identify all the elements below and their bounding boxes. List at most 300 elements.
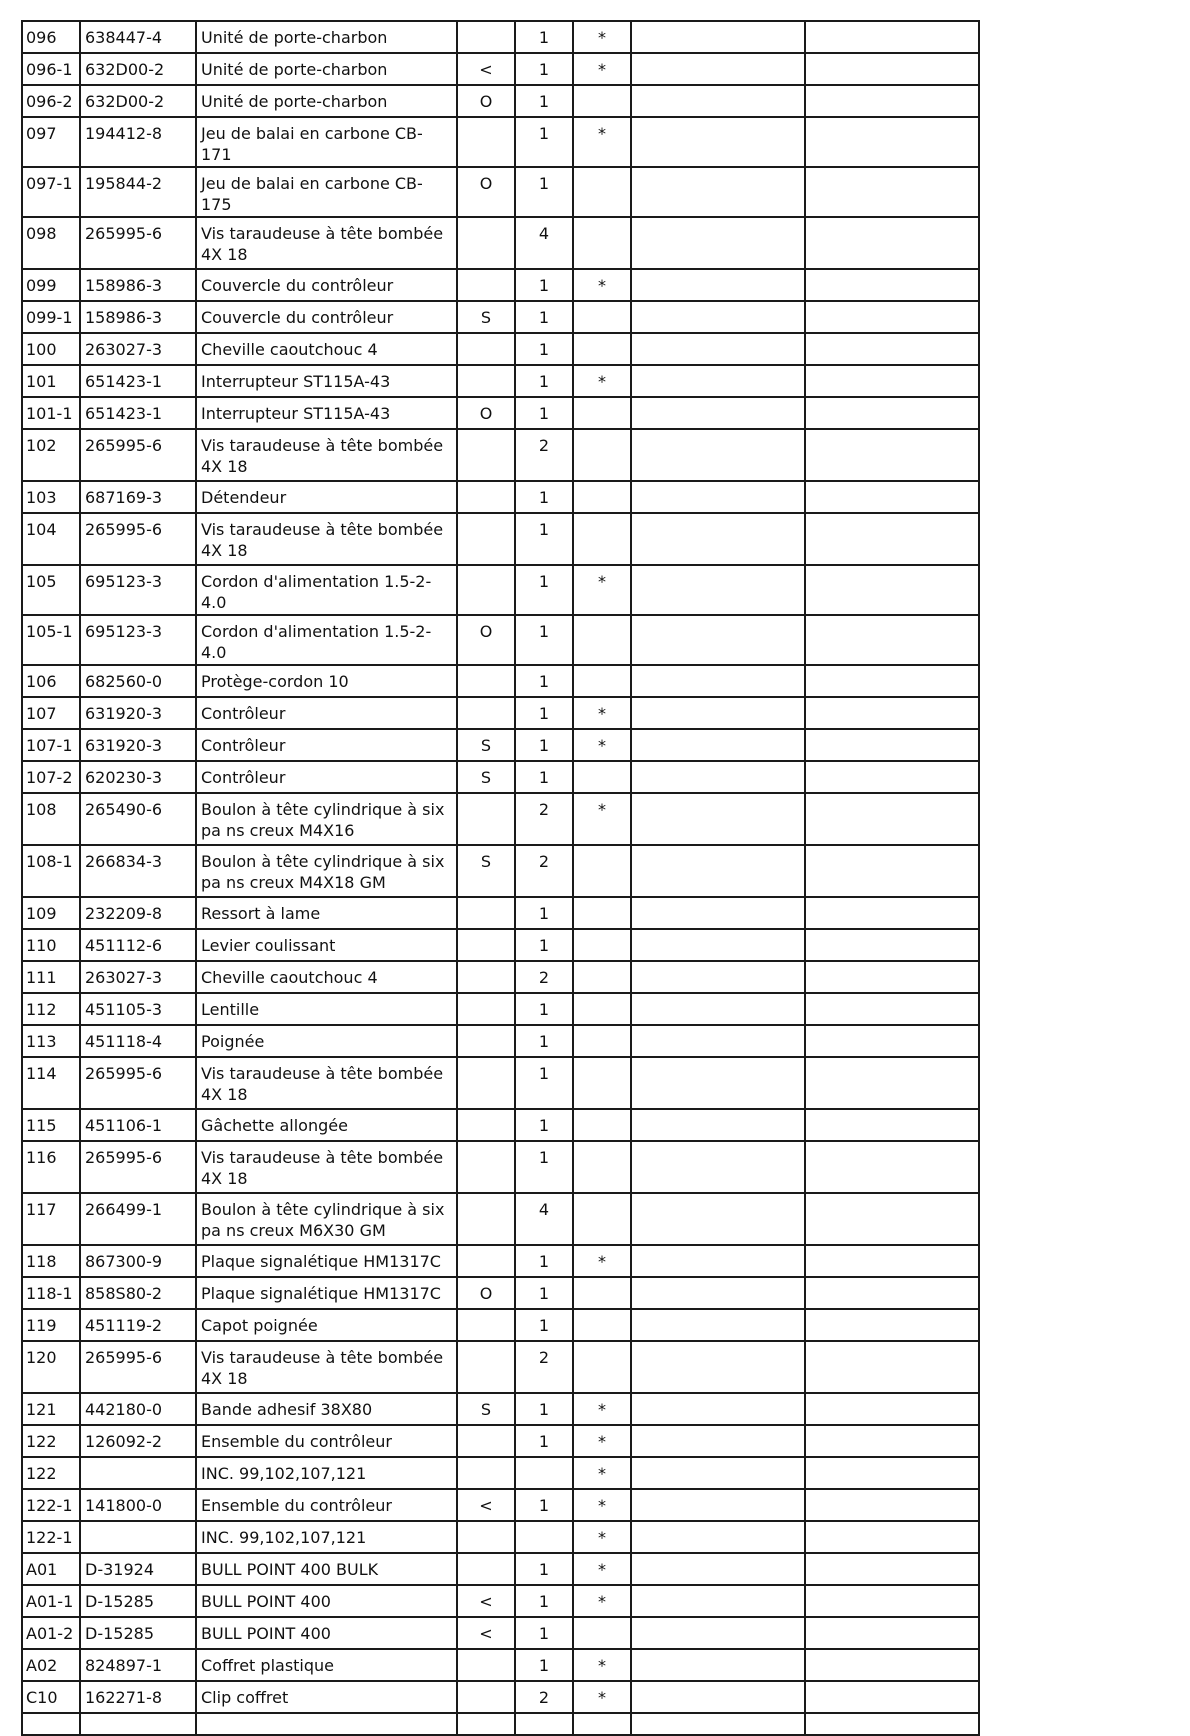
blank-cell — [631, 167, 805, 217]
part-number-cell: 651423-1 — [80, 397, 196, 429]
asterisk-cell — [573, 929, 631, 961]
quantity-cell: 1 — [515, 1585, 573, 1617]
blank-cell — [631, 1457, 805, 1489]
asterisk-cell: * — [573, 53, 631, 85]
description-cell: BULL POINT 400 — [196, 1617, 457, 1649]
marker-cell — [457, 1141, 515, 1193]
quantity-cell: 2 — [515, 845, 573, 897]
quantity-cell: 1 — [515, 1649, 573, 1681]
part-number-cell: 631920-3 — [80, 697, 196, 729]
quantity-cell: 1 — [515, 665, 573, 697]
asterisk-cell: * — [573, 1393, 631, 1425]
quantity-cell: 1 — [515, 929, 573, 961]
item-number-cell: A02 — [22, 1649, 80, 1681]
part-number-cell: 158986-3 — [80, 269, 196, 301]
marker-cell — [457, 697, 515, 729]
item-number-cell: 106 — [22, 665, 80, 697]
table-row — [22, 513, 979, 565]
blank-cell — [631, 1245, 805, 1277]
blank-cell — [631, 1057, 805, 1109]
table-row — [22, 1617, 979, 1649]
description-cell: Détendeur — [196, 481, 457, 513]
part-number-cell — [80, 1457, 196, 1489]
marker-cell — [457, 1649, 515, 1681]
description-cell: Cordon d'alimentation 1.5-2-4.0 — [196, 615, 457, 665]
description-cell: BULL POINT 400 BULK — [196, 1553, 457, 1585]
part-number-cell: 266834-3 — [80, 845, 196, 897]
blank-cell — [631, 1309, 805, 1341]
blank-cell — [631, 269, 805, 301]
marker-cell — [457, 1109, 515, 1141]
blank-cell — [805, 1521, 979, 1553]
quantity-cell: 1 — [515, 1425, 573, 1457]
quantity-cell: 1 — [515, 117, 573, 167]
blank-cell — [805, 729, 979, 761]
table-row-continuation — [22, 1713, 979, 1735]
blank-cell — [631, 513, 805, 565]
quantity-cell: 1 — [515, 1057, 573, 1109]
blank-cell — [631, 1141, 805, 1193]
blank-cell — [196, 1713, 457, 1735]
marker-cell — [457, 1457, 515, 1489]
description-cell: Capot poignée — [196, 1309, 457, 1341]
description-cell: Cheville caoutchouc 4 — [196, 961, 457, 993]
part-number-cell: 824897-1 — [80, 1649, 196, 1681]
blank-cell — [805, 301, 979, 333]
table-row — [22, 217, 979, 269]
item-number-cell: 097-1 — [22, 167, 80, 217]
quantity-cell: 1 — [515, 301, 573, 333]
marker-cell — [457, 217, 515, 269]
item-number-cell: 118-1 — [22, 1277, 80, 1309]
asterisk-cell — [573, 1617, 631, 1649]
blank-cell — [805, 961, 979, 993]
asterisk-cell — [573, 1309, 631, 1341]
description-cell: Cheville caoutchouc 4 — [196, 333, 457, 365]
blank-cell — [631, 85, 805, 117]
item-number-cell: 105 — [22, 565, 80, 615]
part-number-cell: 162271-8 — [80, 1681, 196, 1713]
part-number-cell: 858S80-2 — [80, 1277, 196, 1309]
blank-cell — [631, 217, 805, 269]
item-number-cell: 104 — [22, 513, 80, 565]
blank-cell — [805, 481, 979, 513]
quantity-cell: 1 — [515, 167, 573, 217]
part-number-cell: 695123-3 — [80, 565, 196, 615]
item-number-cell: 102 — [22, 429, 80, 481]
description-cell: Clip coffret — [196, 1681, 457, 1713]
parts-table-body — [22, 21, 979, 1735]
description-cell: Unité de porte-charbon — [196, 53, 457, 85]
blank-cell — [805, 397, 979, 429]
blank-cell — [631, 1681, 805, 1713]
table-row — [22, 1553, 979, 1585]
description-cell: Plaque signalétique HM1317C — [196, 1277, 457, 1309]
item-number-cell: 109 — [22, 897, 80, 929]
table-row — [22, 1245, 979, 1277]
asterisk-cell: * — [573, 1553, 631, 1585]
description-cell: Bande adhesif 38X80 — [196, 1393, 457, 1425]
table-row — [22, 1681, 979, 1713]
blank-cell — [631, 665, 805, 697]
quantity-cell: 1 — [515, 697, 573, 729]
part-number-cell: 451106-1 — [80, 1109, 196, 1141]
table-row — [22, 1193, 979, 1245]
quantity-cell: 1 — [515, 993, 573, 1025]
part-number-cell: 265995-6 — [80, 513, 196, 565]
marker-cell: S — [457, 301, 515, 333]
item-number-cell: 122 — [22, 1425, 80, 1457]
blank-cell — [631, 117, 805, 167]
part-number-cell: 195844-2 — [80, 167, 196, 217]
blank-cell — [805, 117, 979, 167]
description-cell: Ressort à lame — [196, 897, 457, 929]
blank-cell — [631, 845, 805, 897]
part-number-cell: 141800-0 — [80, 1489, 196, 1521]
blank-cell — [631, 761, 805, 793]
asterisk-cell: * — [573, 1649, 631, 1681]
asterisk-cell — [573, 1277, 631, 1309]
asterisk-cell — [573, 85, 631, 117]
table-row — [22, 53, 979, 85]
marker-cell: O — [457, 85, 515, 117]
blank-cell — [805, 85, 979, 117]
asterisk-cell — [573, 761, 631, 793]
asterisk-cell: * — [573, 365, 631, 397]
blank-cell — [805, 1649, 979, 1681]
description-cell: Jeu de balai en carbone CB-171 — [196, 117, 457, 167]
blank-cell — [631, 1341, 805, 1393]
marker-cell: O — [457, 615, 515, 665]
asterisk-cell — [573, 897, 631, 929]
item-number-cell: 116 — [22, 1141, 80, 1193]
marker-cell — [457, 1425, 515, 1457]
blank-cell — [805, 615, 979, 665]
table-row — [22, 929, 979, 961]
item-number-cell: 122-1 — [22, 1521, 80, 1553]
quantity-cell: 1 — [515, 729, 573, 761]
description-cell: Interrupteur ST115A-43 — [196, 365, 457, 397]
item-number-cell: 114 — [22, 1057, 80, 1109]
quantity-cell: 2 — [515, 793, 573, 845]
marker-cell: O — [457, 167, 515, 217]
marker-cell — [457, 365, 515, 397]
description-cell: Boulon à tête cylindrique à six pa ns creux M6X30 GM — [196, 1193, 457, 1245]
item-number-cell: 100 — [22, 333, 80, 365]
asterisk-cell: * — [573, 269, 631, 301]
blank-cell — [805, 1245, 979, 1277]
marker-cell: S — [457, 761, 515, 793]
blank-cell — [805, 1393, 979, 1425]
marker-cell — [457, 513, 515, 565]
quantity-cell: 1 — [515, 1025, 573, 1057]
item-number-cell: 112 — [22, 993, 80, 1025]
table-row — [22, 1141, 979, 1193]
description-cell: Couvercle du contrôleur — [196, 269, 457, 301]
marker-cell: < — [457, 1617, 515, 1649]
asterisk-cell: * — [573, 793, 631, 845]
part-number-cell: 265995-6 — [80, 1141, 196, 1193]
asterisk-cell — [573, 615, 631, 665]
marker-cell: < — [457, 1585, 515, 1617]
quantity-cell: 1 — [515, 1245, 573, 1277]
part-number-cell: 632D00-2 — [80, 85, 196, 117]
item-number-cell: 096-2 — [22, 85, 80, 117]
blank-cell — [805, 269, 979, 301]
part-number-cell: 451119-2 — [80, 1309, 196, 1341]
marker-cell: S — [457, 1393, 515, 1425]
marker-cell — [457, 1193, 515, 1245]
table-row — [22, 1425, 979, 1457]
blank-cell — [631, 1393, 805, 1425]
marker-cell — [457, 333, 515, 365]
quantity-cell: 2 — [515, 1681, 573, 1713]
blank-cell — [805, 993, 979, 1025]
marker-cell: O — [457, 1277, 515, 1309]
table-row — [22, 961, 979, 993]
part-number-cell: 638447-4 — [80, 21, 196, 53]
description-cell: Vis taraudeuse à tête bombée 4X 18 — [196, 513, 457, 565]
item-number-cell: 101-1 — [22, 397, 80, 429]
table-row — [22, 85, 979, 117]
quantity-cell: 1 — [515, 333, 573, 365]
table-row — [22, 1585, 979, 1617]
quantity-cell: 1 — [515, 1277, 573, 1309]
blank-cell — [805, 167, 979, 217]
marker-cell — [457, 269, 515, 301]
blank-cell — [805, 1425, 979, 1457]
part-number-cell: 695123-3 — [80, 615, 196, 665]
blank-cell — [631, 53, 805, 85]
part-number-cell: 687169-3 — [80, 481, 196, 513]
table-row — [22, 365, 979, 397]
marker-cell: S — [457, 845, 515, 897]
asterisk-cell — [573, 1057, 631, 1109]
part-number-cell: 451118-4 — [80, 1025, 196, 1057]
blank-cell — [631, 1649, 805, 1681]
blank-cell — [805, 1141, 979, 1193]
quantity-cell: 1 — [515, 1109, 573, 1141]
marker-cell — [457, 565, 515, 615]
item-number-cell: 113 — [22, 1025, 80, 1057]
description-cell: INC. 99,102,107,121 — [196, 1457, 457, 1489]
table-row — [22, 665, 979, 697]
marker-cell — [457, 1521, 515, 1553]
table-row — [22, 1057, 979, 1109]
quantity-cell: 2 — [515, 429, 573, 481]
asterisk-cell — [573, 1341, 631, 1393]
quantity-cell: 1 — [515, 615, 573, 665]
quantity-cell: 1 — [515, 897, 573, 929]
part-number-cell: 126092-2 — [80, 1425, 196, 1457]
description-cell: Contrôleur — [196, 761, 457, 793]
blank-cell — [631, 697, 805, 729]
asterisk-cell: * — [573, 1489, 631, 1521]
quantity-cell: 1 — [515, 481, 573, 513]
blank-cell — [805, 1585, 979, 1617]
description-cell: Ensemble du contrôleur — [196, 1489, 457, 1521]
item-number-cell: 103 — [22, 481, 80, 513]
part-number-cell: 265995-6 — [80, 429, 196, 481]
table-row — [22, 1109, 979, 1141]
marker-cell: < — [457, 53, 515, 85]
blank-cell — [631, 1109, 805, 1141]
marker-cell — [457, 117, 515, 167]
description-cell: Unité de porte-charbon — [196, 85, 457, 117]
asterisk-cell: * — [573, 697, 631, 729]
description-cell: Poignée — [196, 1025, 457, 1057]
item-number-cell: 122-1 — [22, 1489, 80, 1521]
part-number-cell: 682560-0 — [80, 665, 196, 697]
blank-cell — [805, 365, 979, 397]
blank-cell — [805, 565, 979, 615]
item-number-cell: 099-1 — [22, 301, 80, 333]
part-number-cell: 265995-6 — [80, 1057, 196, 1109]
asterisk-cell — [573, 217, 631, 269]
asterisk-cell — [573, 1141, 631, 1193]
quantity-cell: 1 — [515, 1553, 573, 1585]
marker-cell — [457, 1341, 515, 1393]
item-number-cell: 115 — [22, 1109, 80, 1141]
table-row — [22, 1521, 979, 1553]
quantity-cell: 2 — [515, 1341, 573, 1393]
part-number-cell: 266499-1 — [80, 1193, 196, 1245]
quantity-cell: 1 — [515, 1309, 573, 1341]
description-cell: Lentille — [196, 993, 457, 1025]
blank-cell — [631, 333, 805, 365]
blank-cell — [805, 1309, 979, 1341]
part-number-cell: 265995-6 — [80, 217, 196, 269]
part-number-cell: 451112-6 — [80, 929, 196, 961]
quantity-cell: 1 — [515, 761, 573, 793]
blank-cell — [805, 1489, 979, 1521]
part-number-cell: 451105-3 — [80, 993, 196, 1025]
quantity-cell: 1 — [515, 85, 573, 117]
table-row — [22, 397, 979, 429]
item-number-cell: 118 — [22, 1245, 80, 1277]
quantity-cell: 2 — [515, 961, 573, 993]
marker-cell: O — [457, 397, 515, 429]
asterisk-cell — [573, 513, 631, 565]
quantity-cell: 1 — [515, 513, 573, 565]
blank-cell — [631, 21, 805, 53]
blank-cell — [631, 1489, 805, 1521]
item-number-cell: 121 — [22, 1393, 80, 1425]
quantity-cell — [515, 1457, 573, 1489]
quantity-cell: 4 — [515, 1193, 573, 1245]
description-cell: Unité de porte-charbon — [196, 21, 457, 53]
marker-cell: < — [457, 1489, 515, 1521]
item-number-cell: 119 — [22, 1309, 80, 1341]
description-cell: Couvercle du contrôleur — [196, 301, 457, 333]
description-cell: Boulon à tête cylindrique à six pa ns creux M4X18 GM — [196, 845, 457, 897]
part-number-cell: D-31924 — [80, 1553, 196, 1585]
blank-cell — [573, 1713, 631, 1735]
blank-cell — [631, 793, 805, 845]
blank-cell — [805, 21, 979, 53]
part-number-cell — [80, 1521, 196, 1553]
blank-cell — [805, 761, 979, 793]
marker-cell — [457, 1025, 515, 1057]
item-number-cell: 097 — [22, 117, 80, 167]
description-cell: Interrupteur ST115A-43 — [196, 397, 457, 429]
asterisk-cell: * — [573, 565, 631, 615]
item-number-cell: A01-1 — [22, 1585, 80, 1617]
table-row — [22, 481, 979, 513]
marker-cell — [457, 1309, 515, 1341]
item-number-cell: 101 — [22, 365, 80, 397]
blank-cell — [631, 1713, 805, 1735]
quantity-cell: 1 — [515, 53, 573, 85]
blank-cell — [631, 1585, 805, 1617]
blank-cell — [805, 665, 979, 697]
table-row — [22, 761, 979, 793]
description-cell: Vis taraudeuse à tête bombée 4X 18 — [196, 217, 457, 269]
quantity-cell: 4 — [515, 217, 573, 269]
blank-cell — [805, 1025, 979, 1057]
item-number-cell: 107-2 — [22, 761, 80, 793]
asterisk-cell: * — [573, 1585, 631, 1617]
asterisk-cell — [573, 481, 631, 513]
blank-cell — [805, 429, 979, 481]
blank-cell — [22, 1713, 80, 1735]
asterisk-cell — [573, 333, 631, 365]
asterisk-cell: * — [573, 1681, 631, 1713]
blank-cell — [631, 1521, 805, 1553]
marker-cell — [457, 1245, 515, 1277]
marker-cell — [457, 429, 515, 481]
description-cell: Contrôleur — [196, 729, 457, 761]
item-number-cell: 105-1 — [22, 615, 80, 665]
table-row — [22, 793, 979, 845]
table-row — [22, 1393, 979, 1425]
table-row — [22, 269, 979, 301]
quantity-cell: 1 — [515, 21, 573, 53]
table-row — [22, 1489, 979, 1521]
blank-cell — [457, 1713, 515, 1735]
description-cell: INC. 99,102,107,121 — [196, 1521, 457, 1553]
marker-cell — [457, 929, 515, 961]
description-cell: Vis taraudeuse à tête bombée 4X 18 — [196, 1057, 457, 1109]
blank-cell — [631, 729, 805, 761]
marker-cell — [457, 897, 515, 929]
blank-cell — [631, 897, 805, 929]
description-cell: Gâchette allongée — [196, 1109, 457, 1141]
asterisk-cell — [573, 1193, 631, 1245]
part-number-cell: 651423-1 — [80, 365, 196, 397]
blank-cell — [631, 1617, 805, 1649]
parts-list-table — [21, 20, 980, 1736]
marker-cell — [457, 993, 515, 1025]
blank-cell — [631, 1553, 805, 1585]
description-cell: Ensemble du contrôleur — [196, 1425, 457, 1457]
item-number-cell: 111 — [22, 961, 80, 993]
blank-cell — [805, 1681, 979, 1713]
blank-cell — [631, 1025, 805, 1057]
blank-cell — [805, 53, 979, 85]
asterisk-cell — [573, 1109, 631, 1141]
part-number-cell: 632D00-2 — [80, 53, 196, 85]
part-number-cell: 867300-9 — [80, 1245, 196, 1277]
blank-cell — [805, 1057, 979, 1109]
table-row — [22, 565, 979, 615]
table-row — [22, 167, 979, 217]
item-number-cell: 098 — [22, 217, 80, 269]
part-number-cell: 265995-6 — [80, 1341, 196, 1393]
marker-cell — [457, 665, 515, 697]
asterisk-cell: * — [573, 1521, 631, 1553]
asterisk-cell — [573, 301, 631, 333]
